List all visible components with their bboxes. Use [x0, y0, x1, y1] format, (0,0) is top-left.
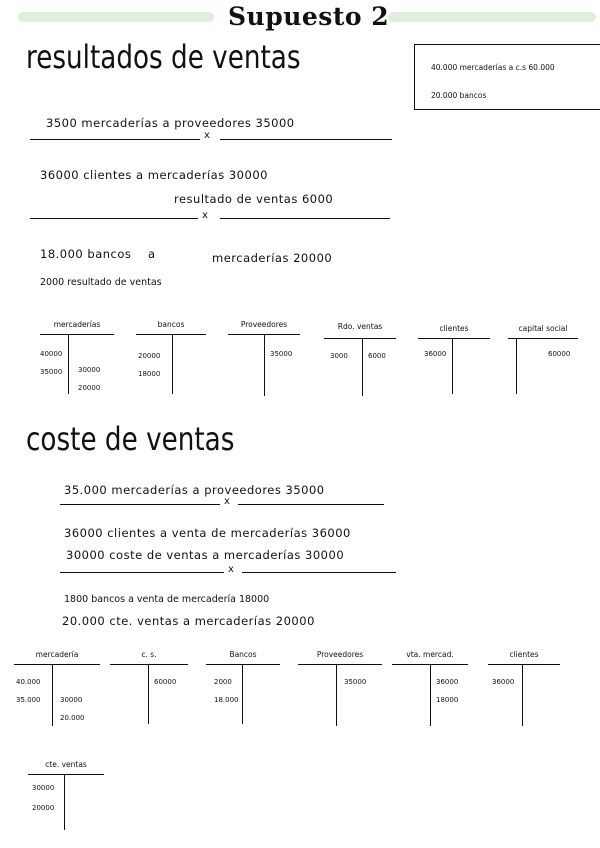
- journal-entry-3a: 1800 bancos a venta de mercadería 18000: [64, 594, 270, 605]
- t-account-credit: 18000: [436, 696, 459, 704]
- t-account-name: capital social: [518, 324, 568, 333]
- journal-entry-1: 3500 mercaderías a proveedores 35000: [46, 116, 295, 130]
- summary-box: [414, 44, 600, 110]
- t-account-debit: 36000: [492, 678, 515, 686]
- t-account: [40, 320, 114, 394]
- separator-line: [242, 572, 396, 573]
- t-account: [298, 650, 382, 726]
- journal-entry-3a-debit: 18.000 bancos: [40, 247, 132, 261]
- separator-line: [220, 218, 390, 219]
- t-account-name: mercaderías: [53, 320, 101, 329]
- journal-entry-2a: 36000 clientes a venta de mercaderías 36000: [64, 526, 351, 540]
- t-account-debit: 20000: [32, 804, 55, 812]
- journal-entry-2b: 30000 coste de ventas a mercaderías 30000: [66, 548, 345, 562]
- separator-line: [220, 139, 392, 140]
- t-account-credit: 30000: [60, 696, 83, 704]
- t-account-debit: 40.000: [16, 678, 41, 686]
- t-account-debit: 3000: [330, 352, 348, 360]
- t-account-credit: 60000: [548, 350, 571, 358]
- t-account-debit: 36000: [424, 350, 447, 358]
- t-account-credit: 35000: [344, 678, 367, 686]
- t-account-debit: 18000: [138, 370, 161, 378]
- t-account: [324, 322, 396, 396]
- t-account-name: Rdo. ventas: [337, 322, 383, 331]
- section-heading-coste: coste de ventas: [26, 420, 235, 458]
- t-account-name: c. s.: [141, 650, 157, 659]
- separator-line: [238, 504, 384, 505]
- t-account: [28, 760, 104, 830]
- t-account: [110, 650, 188, 724]
- t-account-credit: 20000: [78, 384, 101, 392]
- t-account: [136, 320, 206, 394]
- t-account-debit: 40000: [40, 350, 63, 358]
- separator-line: [60, 504, 220, 505]
- separator-x: x: [202, 210, 208, 221]
- t-account-name: clientes: [509, 650, 539, 659]
- t-account: [392, 650, 468, 726]
- t-account-name: cte. ventas: [45, 760, 87, 769]
- journal-entry-1: 35.000 mercaderías a proveedores 35000: [64, 483, 325, 497]
- summary-line-1: 40.000 mercaderías a c.s 60.000: [431, 63, 555, 72]
- t-account-name: vta. mercad.: [406, 650, 454, 659]
- t-account-name: bancos: [157, 320, 185, 329]
- t-account: [228, 320, 300, 396]
- separator-x: x: [228, 564, 234, 575]
- t-account-name: Proveedores: [316, 650, 364, 659]
- journal-entry-2b: resultado de ventas 6000: [174, 192, 334, 206]
- t-account-credit: 36000: [436, 678, 459, 686]
- t-account-credit: 6000: [368, 352, 386, 360]
- journal-entry-3b: 20.000 cte. ventas a mercaderías 20000: [62, 614, 315, 628]
- t-account-credit: 30000: [78, 366, 101, 374]
- t-account-name: Proveedores: [240, 320, 288, 329]
- separator-line: [30, 139, 200, 140]
- t-account-name: mercadería: [35, 650, 79, 659]
- separator-x: x: [224, 496, 230, 507]
- separator-x: x: [204, 130, 210, 141]
- t-account-name: clientes: [439, 324, 469, 333]
- section-heading-resultados: resultados de ventas: [26, 38, 301, 76]
- t-account-debit: 20000: [138, 352, 161, 360]
- t-account-name: Bancos: [229, 650, 257, 659]
- t-account-debit: 30000: [32, 784, 55, 792]
- t-account: [206, 650, 280, 724]
- t-account-credit: 60000: [154, 678, 177, 686]
- separator-line: [30, 218, 198, 219]
- header-stripe-left: [18, 12, 214, 22]
- t-account-debit: 35000: [40, 368, 63, 376]
- t-account-credit: 35000: [270, 350, 293, 358]
- t-account: [508, 324, 578, 396]
- header-stripe-right: [388, 12, 596, 22]
- t-account: [14, 650, 100, 726]
- t-account-debit: 18.000: [214, 696, 239, 704]
- summary-line-2: 20.000 bancos: [431, 91, 487, 100]
- t-account-credit: 20.000: [60, 714, 85, 722]
- separator-line: [60, 572, 224, 573]
- journal-entry-3b: 2000 resultado de ventas: [40, 277, 162, 288]
- t-account: [418, 324, 490, 396]
- journal-entry-2a: 36000 clientes a mercaderías 30000: [40, 168, 268, 182]
- t-account-debit: 35.000: [16, 696, 41, 704]
- t-account: [488, 650, 560, 726]
- t-account-debit: 2000: [214, 678, 232, 686]
- page-title: Supuesto 2: [228, 2, 390, 31]
- journal-entry-3a-a: a: [148, 247, 156, 261]
- journal-entry-3a-credit: mercaderías 20000: [212, 251, 333, 265]
